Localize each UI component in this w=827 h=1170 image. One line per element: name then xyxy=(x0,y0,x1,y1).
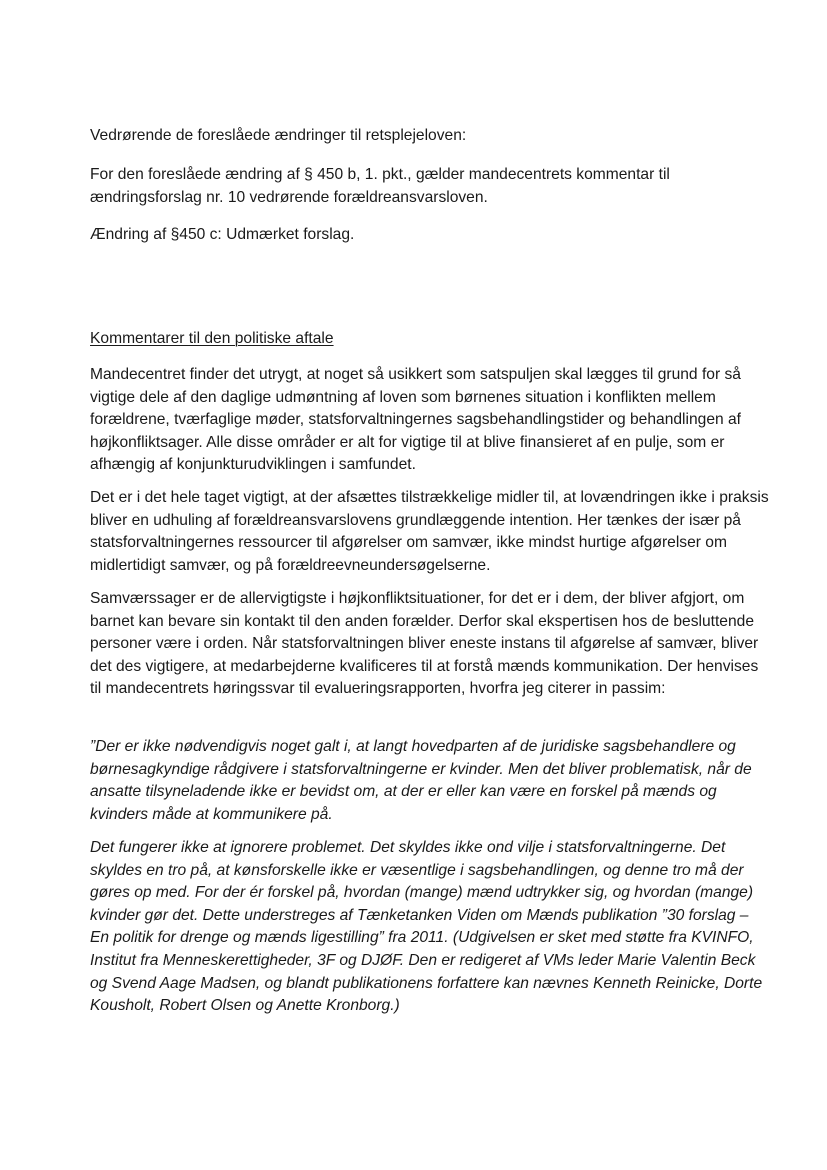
paragraph-450c: Ændring af §450 c: Udmærket forslag. xyxy=(90,226,355,243)
paragraph-midler: Det er i det hele taget vigtigt, at der afsættes tilstrækkelige midler til, at lovændringen ikke i praksis bliver en udhuling af forældreansvarslovens grundlæggende intention. Her tænkes der især på statsforvaltningernes ressourcer til afgørelser om samvær, ikke mindst hurtige afgørelser om midlertidigt samvær, og på forældreevneundersøgelserne. xyxy=(90,489,769,574)
section-heading: Kommentarer til den politiske aftale xyxy=(90,330,334,347)
quote-paragraph-2: Det fungerer ikke at ignorere problemet. Det skyldes ikke ond vilje i statsforvaltningerne. Det skyldes en tro på, at kønsforskelle ikke er væsentlige i sagsbehandlingen, og denne tro må der gøres op med. For der ér forskel på, hvordan (mange) mænd udtrykker sig, og hvordan (mange) kvinder gør det. Dette understreges af Tænketanken Viden om Mænds publikation ”30 forslag – En politik for drenge og mænds ligestilling” fra 2011. (Udgivelsen er sket med støtte fra KVINFO, Institut fra Menneskerettigheder, 3F og DJØF. Den er redigeret af VMs leder Marie Valentin Beck og Svend Aage Madsen, og blandt publikationens forfattere kan nævnes Kenneth Reinicke, Dorte Kousholt, Robert Olsen og Anette Kronborg.) xyxy=(90,839,763,1015)
paragraph-450b: For den foreslåede ændring af § 450 b, 1. pkt., gælder mandecentrets kommentar til ændringsforslag nr. 10 vedrørende forældreansvarsloven. xyxy=(90,166,670,206)
paragraph-satspulje: Mandecentret finder det utrygt, at noget så usikkert som satspuljen skal lægges til grund for så vigtige dele af den daglige udmøntning af loven som børnenes situation i konflikten mellem forældrene, tværfaglige møder, statsforvaltningernes sagsbehandlingstider og behandlingen af højkonfliktsager. Alle disse områder er alt for vigtige til at blive finansieret af en pulje, som er afhængig af konjunkturudviklingen i samfundet. xyxy=(90,366,742,474)
quote-paragraph-1: ”Der er ikke nødvendigvis noget galt i, at langt hovedparten af de juridiske sagsbehandlere og børnesagkyndige rådgivere i statsforvaltningerne er kvinder. Men det bliver problematisk, når de ansatte tilsyneladende ikke er bevidst om, at der er eller kan være en forskel på mænds og kvinders måde at kommunikere på. xyxy=(90,738,752,823)
paragraph-samvaer: Samværssager er de allervigtigste i højkonfliktsituationer, for det er i dem, der bliver afgjort, om barnet kan bevare sin kontakt til den anden forælder. Derfor skal ekspertisen hos de besluttende personer være i orden. Når statsforvaltningen bliver eneste instans til afgørelse af samvær, bliver det des vigtigere, at medarbejderne kvalificeres til at forstå mænds kommunikation. Der henvises til mandecentrets høringssvar til evalueringsrapporten, hvorfra jeg citerer in passim: xyxy=(90,590,759,698)
intro-line: Vedrørende de foreslåede ændringer til retsplejeloven: xyxy=(90,127,467,144)
